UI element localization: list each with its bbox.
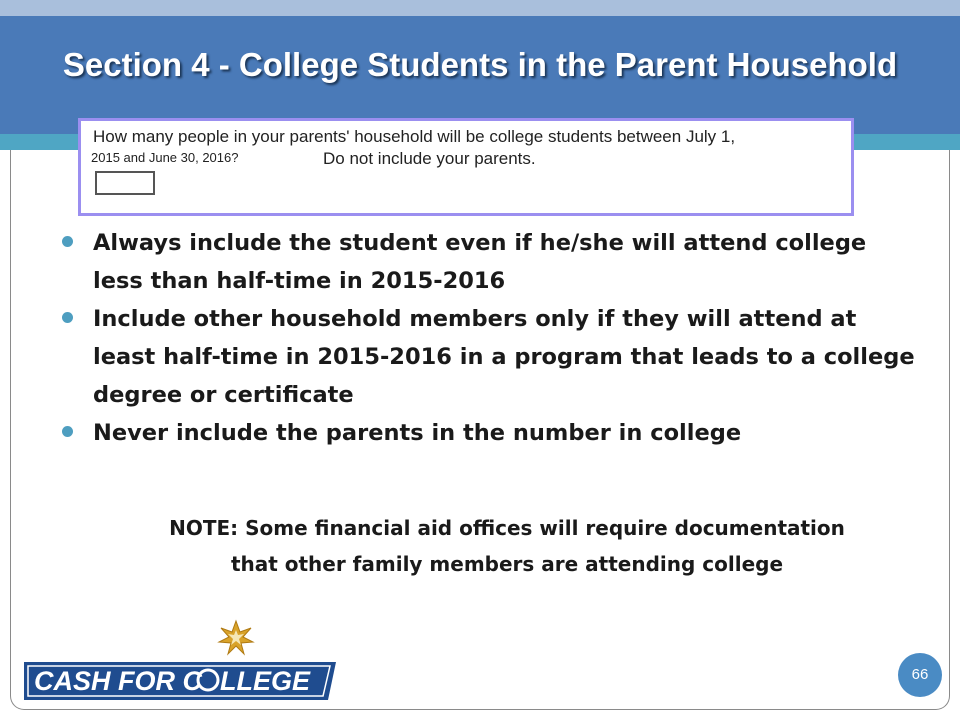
form-question-box	[78, 118, 854, 216]
note-line-2: that other family members are attending college	[230, 552, 784, 576]
top-accent-strip	[0, 0, 960, 16]
bullet-item	[60, 414, 920, 452]
note-text	[60, 510, 954, 582]
question-instruction: Do not include your parents.	[323, 149, 536, 168]
bullet-dot-icon	[62, 236, 73, 247]
bullet-item	[60, 300, 920, 414]
bullet-dot-icon	[62, 312, 73, 323]
svg-text:LLEGE: LLEGE	[220, 666, 311, 696]
page-number-badge: 66	[898, 653, 942, 697]
question-line-1: How many people in your parents' household will be college students between July 1,	[93, 127, 736, 146]
slide-title: Section 4 - College Students in the Parent Household	[62, 46, 898, 83]
bullet-text: Include other household members only if they will attend at least half-time in 2015-2016 in a program that leads to a college degree or certificate	[93, 306, 915, 408]
bullet-dot-icon	[62, 426, 73, 437]
bullet-item	[60, 224, 920, 300]
college-students-count-input[interactable]	[95, 171, 155, 195]
question-date-range: 2015 and June 30, 2016?	[91, 150, 239, 165]
cash-for-college-logo	[24, 618, 344, 708]
bullet-text: Never include the parents in the number in college	[93, 420, 742, 446]
logo-graphic	[24, 618, 344, 708]
bullet-list	[60, 224, 920, 452]
note-line-1: NOTE: Some financial aid offices will require documentation	[169, 516, 845, 540]
starburst-icon	[219, 621, 253, 654]
bullet-text: Always include the student even if he/she will attend college less than half-time in 2015-2016	[93, 230, 867, 294]
svg-text:CASH FOR C: CASH FOR C	[34, 666, 202, 696]
